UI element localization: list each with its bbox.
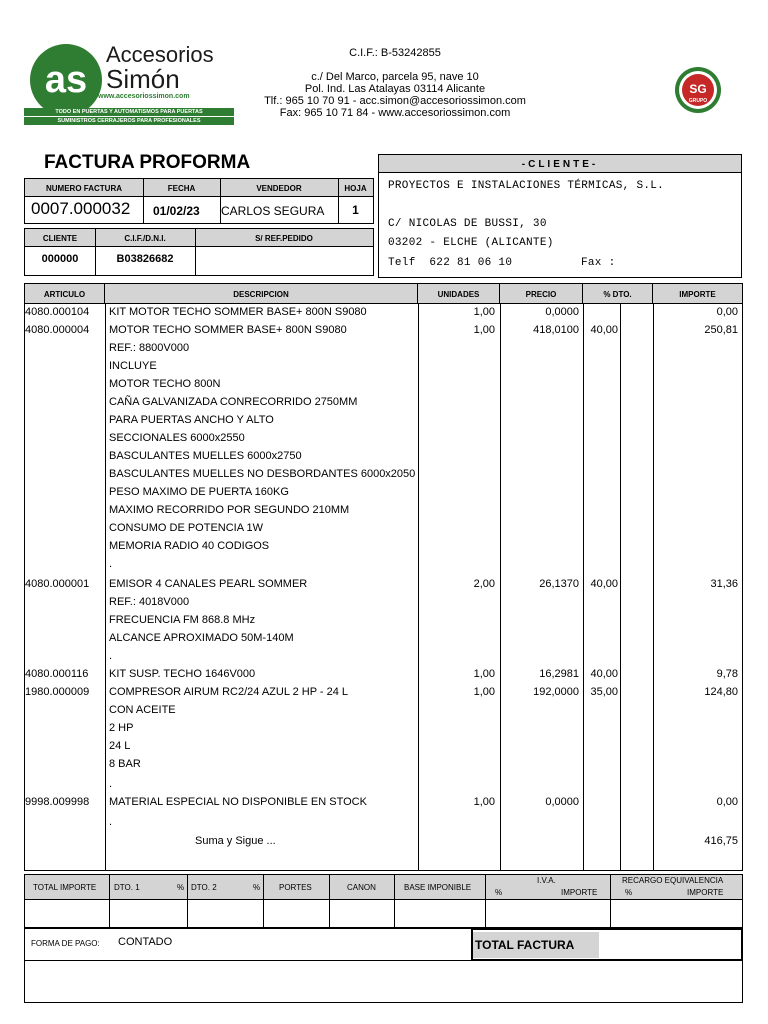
sg-grupo-badge-icon [674, 66, 722, 114]
forma-pago-value: CONTADO [118, 936, 173, 948]
logo-brand-line1: Accesorios [106, 42, 214, 67]
cell-descripcion: . [109, 558, 113, 570]
footer-recargo-pct: % [625, 888, 633, 897]
company-info [240, 47, 550, 119]
company-address-1: c./ Del Marco, parcela 95, nave 10 [311, 71, 479, 83]
cell-descripcion: MATERIAL ESPECIAL NO DISPONIBLE EN STOCK [109, 796, 367, 808]
cell-unidades: 1,00 [473, 796, 495, 808]
cell-descripcion: BASCULANTES MUELLES 6000x2750 [109, 450, 302, 462]
cell-dto: 40,00 [590, 324, 618, 336]
cell-descripcion: EMISOR 4 CANALES PEARL SOMMER [109, 578, 308, 590]
footer-recargo: RECARGO EQUIVALENCIA [622, 876, 724, 885]
client-fax: Fax : [581, 257, 616, 269]
cell-descripcion: BASCULANTES MUELLES NO DESBORDANTES 6000x2050 [109, 468, 416, 480]
cell-descripcion: MOTOR TECHO 800N [109, 378, 221, 390]
footer-recargo-importe: IMPORTE [687, 888, 724, 897]
cell-unidades: 1,00 [473, 306, 495, 318]
cell-descripcion: 24 L [109, 740, 131, 752]
logo-as-mark-icon [28, 42, 104, 118]
header-cif-dni: C.I.F./D.N.I. [124, 234, 166, 243]
cell-articulo: 4080.000001 [25, 578, 90, 590]
cell-importe: 31,36 [710, 578, 738, 590]
cell-unidades: 2,00 [473, 578, 495, 590]
cell-descripcion: . [109, 778, 113, 790]
cell-articulo: 4080.000116 [25, 668, 89, 680]
header-fecha: FECHA [167, 184, 196, 193]
invoice-sheet: 1 [352, 203, 359, 217]
customer-meta-box [24, 228, 374, 276]
cell-descripcion: MOTOR TECHO SOMMER BASE+ 800N S9080 [109, 324, 347, 336]
cell-dto: 40,00 [590, 578, 618, 590]
cell-unidades: 1,00 [473, 324, 495, 336]
cell-descripcion: MEMORIA RADIO 40 CODIGOS [109, 540, 270, 552]
cell-unidades: 1,00 [473, 668, 495, 680]
cell-importe: 0,00 [716, 306, 738, 318]
footer-dto1: DTO. 1 [114, 883, 140, 892]
company-fax-web: Fax: 965 10 71 84 - www.accesoriossimon.com [279, 107, 511, 119]
logo-tagline-1: TODO EN PUERTAS Y AUTOMATISMOS PARA PUERTAS [24, 108, 234, 116]
totals-footer [24, 874, 743, 928]
cell-importe: 250,81 [704, 324, 738, 336]
column-header-articulo: ARTICULO [25, 284, 105, 304]
invoice-number: 0007.000032 [31, 199, 131, 218]
cell-descripcion: CON ACEITE [109, 704, 176, 716]
cell-descripcion: 2 HP [109, 722, 134, 734]
client-phone: Telf 622 81 06 10 [388, 257, 513, 269]
cell-precio: 0,0000 [545, 796, 579, 808]
cell-importe: 124,80 [704, 686, 738, 698]
logo-url: www.accesoriossimon.com [98, 93, 190, 100]
forma-pago-label: FORMA DE PAGO: [31, 939, 100, 948]
company-phone-email: Tlf.: 965 10 70 91 - acc.simon@accesoriossimon.com [264, 95, 526, 107]
payment-section [24, 928, 743, 1003]
cell-descripcion: MAXIMO RECORRIDO POR SEGUNDO 210MM [109, 504, 350, 516]
cell-descripcion: . [109, 650, 113, 662]
header-ref-pedido: S/ REF.PEDIDO [255, 234, 313, 243]
company-cif: C.I.F.: B-53242855 [349, 47, 441, 59]
column-header-unidades: UNIDADES [418, 284, 500, 304]
cell-descripcion: . [109, 816, 113, 828]
sg-grupo-badge [674, 66, 722, 114]
column-header-precio: PRECIO [500, 284, 583, 304]
svg-text:SG: SG [689, 82, 707, 96]
cell-importe: 0,00 [716, 796, 738, 808]
company-logo [24, 40, 234, 126]
cell-descripcion: CONSUMO DE POTENCIA 1W [109, 522, 264, 534]
suma-y-sigue-value: 416,75 [704, 835, 738, 847]
footer-dto1-pct: % [177, 883, 185, 892]
cell-articulo: 9998.009998 [25, 796, 90, 808]
footer-iva-importe: IMPORTE [561, 888, 598, 897]
footer-total-importe: TOTAL IMPORTE [33, 883, 97, 892]
footer-base-imponible: BASE IMPONIBLE [404, 883, 472, 892]
cell-unidades: 1,00 [473, 686, 495, 698]
total-factura-box [471, 928, 743, 961]
footer-iva: I.V.A. [537, 876, 556, 885]
footer-portes: PORTES [279, 883, 312, 892]
cell-articulo: 4080.000004 [25, 324, 90, 336]
cell-descripcion: COMPRESOR AIRUM RC2/24 AZUL 2 HP - 24 L [109, 686, 349, 698]
cell-descripcion: PARA PUERTAS ANCHO Y ALTO [109, 414, 274, 426]
cell-precio: 26,1370 [539, 578, 579, 590]
cell-precio: 16,2981 [539, 668, 579, 680]
cell-descripcion: REF.: 8800V000 [109, 342, 190, 354]
cell-descripcion: REF.: 4018V000 [109, 596, 190, 608]
suma-y-sigue-label: Suma y Sigue ... [195, 835, 276, 847]
invoice-date: 01/02/23 [153, 204, 200, 218]
cell-articulo: 1980.000009 [25, 686, 90, 698]
svg-text:GRUPO: GRUPO [688, 98, 708, 104]
svg-text:as: as [44, 59, 88, 101]
cell-importe: 9,78 [716, 668, 738, 680]
client-header-label: -CLIENTE- [521, 159, 599, 170]
client-street: C/ NICOLAS DE BUSSI, 30 [388, 218, 547, 230]
document-title: FACTURA PROFORMA [44, 152, 251, 173]
client-city: 03202 - ELCHE (ALICANTE) [388, 237, 554, 249]
footer-canon: CANON [347, 883, 376, 892]
column-header-descripcion: DESCRIPCION [105, 284, 418, 304]
footer-iva-pct: % [495, 888, 503, 897]
cell-articulo: 4080.000104 [25, 306, 90, 318]
footer-dto2: DTO. 2 [191, 883, 217, 892]
header-cliente: CLIENTE [42, 234, 78, 243]
cell-descripcion: FRECUENCIA FM 868.8 MHz [109, 614, 256, 626]
cell-precio: 418,0100 [533, 324, 579, 336]
cell-descripcion: PESO MAXIMO DE PUERTA 160KG [109, 486, 289, 498]
client-box [378, 154, 742, 278]
invoice-meta-box [24, 178, 374, 224]
logo-tagline-2: SUMINISTROS CERRAJEROS PARA PROFESIONALES [24, 117, 234, 125]
cell-descripcion: 8 BAR [109, 758, 141, 770]
cell-dto: 35,00 [590, 686, 618, 698]
column-header-importe: IMPORTE [679, 289, 716, 299]
customer-code: 000000 [41, 253, 79, 265]
column-header-dto: % DTO. [583, 284, 653, 304]
footer-dto2-pct: % [253, 883, 261, 892]
client-name: PROYECTOS E INSTALACIONES TÉRMICAS, S.L. [388, 180, 665, 192]
total-factura-label: TOTAL FACTURA [473, 932, 599, 958]
invoice-seller: CARLOS SEGURA [221, 204, 325, 218]
cell-precio: 0,0000 [545, 306, 579, 318]
header-numero-factura: NUMERO FACTURA [46, 184, 122, 193]
company-address-2: Pol. Ind. Las Atalayas 03114 Alicante [304, 83, 486, 95]
header-hoja: HOJA [344, 184, 367, 193]
cell-descripcion: KIT SUSP. TECHO 1646V000 [109, 668, 256, 680]
cell-dto: 40,00 [590, 668, 618, 680]
line-items-table [24, 283, 743, 871]
cell-descripcion: SECCIONALES 6000x2550 [109, 432, 245, 444]
cell-descripcion: KIT MOTOR TECHO SOMMER BASE+ 800N S9080 [109, 306, 367, 318]
cell-descripcion: CAÑA GALVANIZADA CONRECORRIDO 2750MM [109, 396, 358, 408]
logo-brand-line2: Simón [106, 64, 180, 94]
customer-cif: B03826682 [116, 253, 174, 265]
header-vendedor: VENDEDOR [256, 184, 302, 193]
cell-precio: 192,0000 [533, 686, 579, 698]
cell-descripcion: INCLUYE [109, 360, 157, 372]
cell-descripcion: ALCANCE APROXIMADO 50M-140M [109, 632, 294, 644]
